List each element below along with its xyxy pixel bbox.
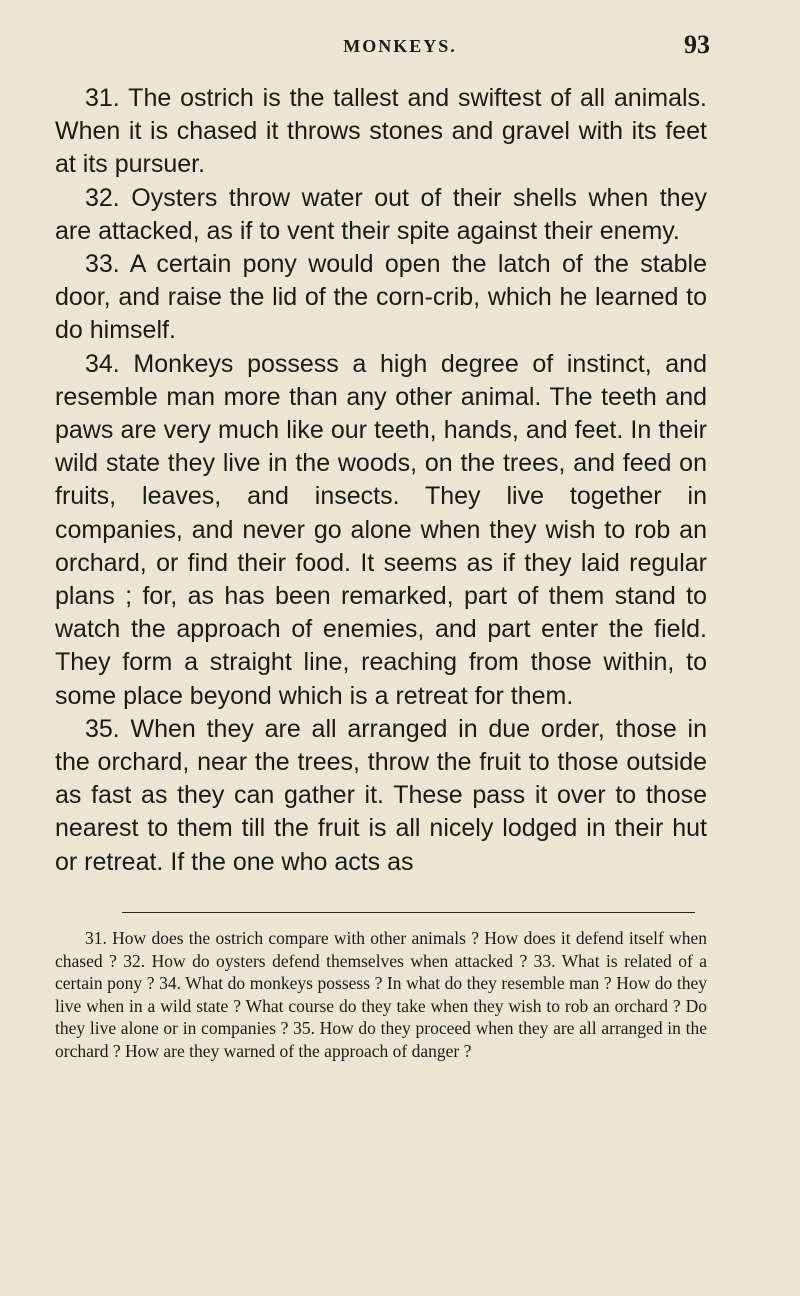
paragraph-32: 32. Oysters throw water out of their shells when they are attacked, as if to vent their spite against their enemy. [55, 183, 707, 245]
running-title: MONKEYS. [343, 36, 457, 56]
paragraph-33: 33. A certain pony would open the latch of the stable door, and raise the lid of the corn-crib, which he learned to do himself. [55, 250, 707, 345]
footnote-questions [55, 927, 707, 1063]
paragraph-35: 35. When they are all arranged in due order, those in the orchard, near the trees, throw the fruit to those outside as fast as they can gather it. These pass it over to those nearest to them till the fruit is all nicely lodged in their hut or retreat. If the one who acts as [55, 714, 707, 876]
paragraph-34: 34. Monkeys possess a high degree of instinct, and resemble man more than any other animal. The teeth and paws are very much like our teeth, hands, and feet. In their wild state they live in the woods, on the trees, and feed on fruits, leaves, and insects. They live together in companies, and never go alone when they wish to rob an orchard, or find their food. It seems as if they laid regular plans ; for, as has been remarked, part of them stand to watch the approach of enemies, and part enter the field. They form a straight line, reaching from those within, to some place beyond which is a retreat for them. [55, 349, 707, 710]
page-number: 93 [684, 30, 710, 59]
running-head [90, 30, 710, 64]
paragraph-31: 31. The ostrich is the tallest and swiftest of all animals. When it is chased it throws stones and gravel with its feet at its pursuer. [55, 84, 707, 179]
footnote-divider [122, 912, 695, 913]
footnote-text: 31. How does the ostrich compare with other animals ? How does it defend itself when chased ? 32. How do oysters defend themselves when attacked ? 33. What is related of a certain pony ? 34. What do monkeys possess ? In what do they resemble man ? How do they live when in a wild state ? What course do they take when they wish to rob an orchard ? Do they live alone or in companies ? 35. How do they proceed when they are all arranged in the orchard ? How are they warned of the approach of danger ? [55, 928, 707, 1061]
body-text [55, 82, 707, 879]
